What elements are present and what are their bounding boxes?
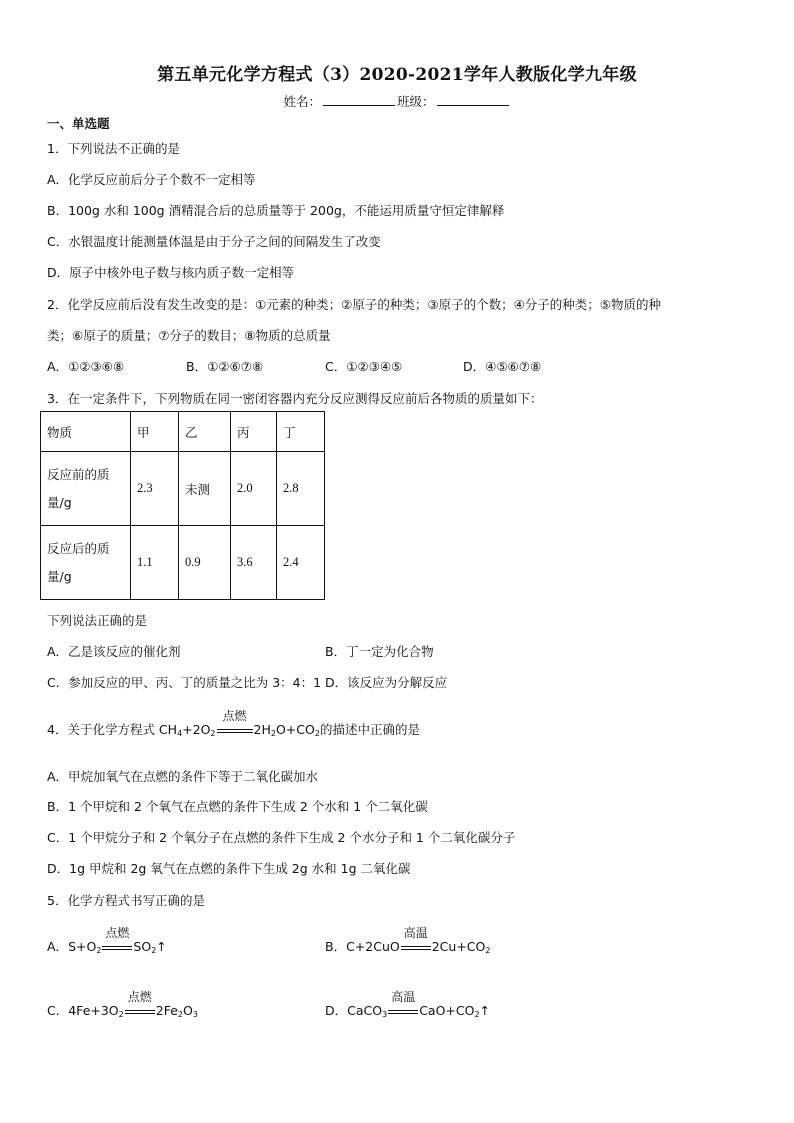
subscript: 2 (314, 729, 320, 738)
q1-stem: 1．下列说法不正确的是 (47, 141, 180, 156)
subscript: 3 (382, 1010, 388, 1019)
q2-stem-line1: 2．化学反应前后没有发生改变的是：①元素的种类；②原子的种类；③原子的个数；④分子的种类；⑤物质的种 (47, 297, 661, 312)
table-row (41, 452, 325, 526)
q5-option-b (325, 926, 491, 955)
equation-left: C+2CuO (346, 939, 400, 954)
q4-option-d: D．1g 甲烷和 2g 氧气在点燃的条件下生成 2g 水和 1g 二氧化碳 (47, 861, 411, 876)
option-label: C． (47, 1003, 69, 1018)
class-label: 班级： (397, 94, 435, 109)
name-label: 姓名： (283, 94, 321, 109)
table-header-cell: 物质 (41, 412, 131, 452)
subscript: 2 (210, 729, 216, 738)
q3-option-cd: C．参加反应的甲、丙、丁的质量之比为 3：4：1 D．该反应为分解反应 (47, 675, 448, 690)
table-cell: 未测 (179, 452, 231, 526)
double-bar (217, 729, 253, 733)
equation-right: 2Fe (155, 1003, 178, 1018)
option-label: A． (47, 939, 69, 954)
reaction-arrow (401, 926, 431, 954)
q1-option-a: A．化学反应前后分子个数不一定相等 (47, 172, 256, 187)
reaction-arrow (388, 990, 418, 1018)
class-blank[interactable] (437, 93, 509, 106)
q3-option-a: A．乙是该反应的催化剂 (47, 644, 181, 659)
q5-option-c (47, 990, 198, 1019)
q1-option-b: B．100g 水和 100g 酒精混合后的总质量等于 200g，不能运用质量守恒定律解释 (47, 203, 505, 218)
table-header-cell: 丁 (277, 412, 325, 452)
q4-stem-mid3: O+CO (275, 722, 315, 737)
table-cell: 2.3 (131, 452, 179, 526)
q5-option-a (47, 926, 167, 955)
reaction-condition: 高温 (391, 990, 416, 1004)
subscript: 3 (192, 1010, 198, 1019)
double-bar (125, 1010, 155, 1014)
q4-option-a: A．甲烷加氧气在点燃的条件下等于二氧化碳加水 (47, 769, 319, 784)
equation-left: S+O (68, 939, 97, 954)
page-title: 第五单元化学方程式（3）2020-2021学年人教版化学九年级 (157, 65, 637, 85)
q1-option-d: D．原子中核外电子数与核内质子数一定相等 (47, 265, 295, 280)
table-header-cell: 丙 (231, 412, 277, 452)
equation-right: 2Cu+CO (431, 939, 486, 954)
q2-option-b: B．①②⑥⑦⑧ (186, 359, 264, 374)
table-header-row (41, 412, 325, 452)
reaction-arrow (125, 990, 155, 1018)
q2-stem-line2: 类；⑥原子的质量；⑦分子的数目；⑧物质的总质量 (47, 328, 331, 343)
reaction-condition: 高温 (403, 926, 428, 940)
q5-stem: 5．化学方程式书写正确的是 (47, 893, 205, 908)
q4-option-b: B．1 个甲烷和 2 个氧气在点燃的条件下生成 2 个水和 1 个二氧化碳 (47, 799, 428, 814)
section-heading: 一、单选题 (47, 116, 110, 131)
subscript: 2 (118, 1010, 124, 1019)
name-blank[interactable] (323, 93, 395, 106)
q3-after: 下列说法正确的是 (47, 613, 148, 628)
q2-option-a: A．①②③⑥⑧ (47, 359, 125, 374)
reaction-condition: 点燃 (105, 926, 130, 940)
double-bar (388, 1010, 418, 1014)
double-bar (102, 946, 132, 950)
table-cell: 1.1 (131, 526, 179, 600)
table-row-label (41, 526, 131, 600)
gas-arrow: ↑ (156, 939, 167, 954)
mass-table (40, 411, 325, 600)
q4-stem-mid1: +2O (182, 722, 211, 737)
q4-stem (47, 709, 420, 738)
option-label: D． (325, 1003, 348, 1018)
table-cell: 2.0 (231, 452, 277, 526)
q2-option-d: D．④⑤⑥⑦⑧ (463, 359, 542, 374)
q4-option-c: C．1 个甲烷分子和 2 个氧分子在点燃的条件下生成 2 个水分子和 1 个二氧化碳分子 (47, 830, 516, 845)
subscript: 4 (177, 729, 183, 738)
table-header-cell: 乙 (179, 412, 231, 452)
equation-left: 4Fe+3O (68, 1003, 119, 1018)
subscript: 2 (96, 946, 102, 955)
q1-option-c: C．水银温度计能测量体温是由于分子之间的间隔发生了改变 (47, 234, 381, 249)
q4-stem-mid2: 2H (253, 722, 271, 737)
equation-right-2: O (183, 1003, 193, 1018)
equation-right: CaO+CO (419, 1003, 475, 1018)
reaction-arrow (102, 926, 132, 954)
double-bar (401, 946, 431, 950)
q5-option-d (325, 990, 491, 1019)
gas-arrow: ↑ (479, 1003, 491, 1018)
subscript: 2 (270, 729, 276, 738)
reaction-arrow (217, 709, 253, 737)
name-class-row (0, 92, 794, 110)
subscript: 2 (485, 946, 491, 955)
equation-right: SO (133, 939, 152, 954)
q4-stem-pre: 4．关于化学方程式 CH (47, 722, 178, 737)
subscript: 2 (474, 1010, 480, 1019)
q3-option-b: B．丁一定为化合物 (325, 644, 434, 659)
table-row-label (41, 452, 131, 526)
table-row (41, 526, 325, 600)
q4-stem-post: 的描述中正确的是 (319, 722, 420, 737)
subscript: 2 (151, 946, 157, 955)
table-cell: 2.4 (277, 526, 325, 600)
table-cell: 3.6 (231, 526, 277, 600)
row-label-line2: 量/g (47, 494, 72, 510)
option-label: B． (325, 939, 347, 954)
table-cell: 2.8 (277, 452, 325, 526)
row-label-line1: 反应前的质 (47, 466, 110, 482)
row-label-line1: 反应后的质 (47, 540, 110, 556)
equation-left: CaCO (347, 1003, 383, 1018)
row-label-line2: 量/g (47, 568, 72, 584)
q3-stem: 3．在一定条件下，下列物质在同一密闭容器内充分反应测得反应前后各物质的质量如下： (47, 391, 543, 406)
q2-option-c: C．①②③④⑤ (325, 359, 403, 374)
table-cell: 0.9 (179, 526, 231, 600)
subscript: 2 (177, 1010, 183, 1019)
reaction-condition: 点燃 (222, 709, 247, 723)
table-header-cell: 甲 (131, 412, 179, 452)
reaction-condition: 点燃 (127, 990, 152, 1004)
